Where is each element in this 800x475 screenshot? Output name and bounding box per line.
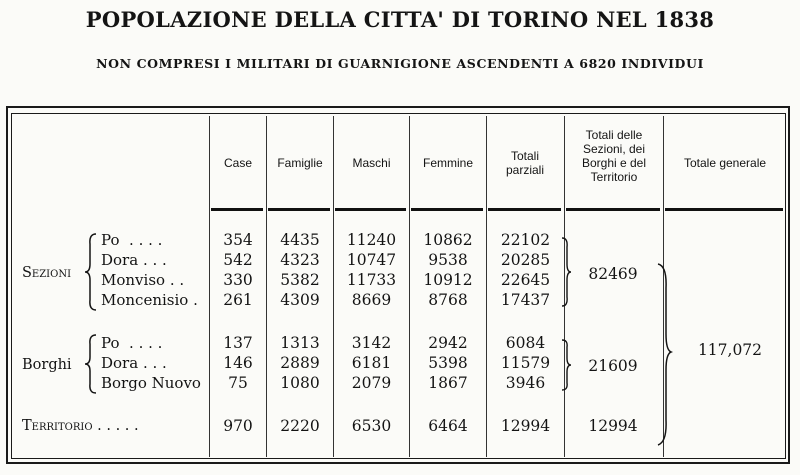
subtotal-territorio: 12994 xyxy=(588,417,638,435)
cell-totale: 3946 xyxy=(505,374,546,392)
row-label: Dora . . . xyxy=(101,354,167,372)
cell-femmine: 9538 xyxy=(428,251,468,269)
cell-maschi: 2079 xyxy=(351,374,392,392)
cell-femmine: 10862 xyxy=(423,231,473,249)
row-label: Moncenisio . xyxy=(101,291,198,309)
header-rule xyxy=(566,208,660,211)
header-rule xyxy=(268,208,330,211)
row-label: Po . . . . xyxy=(101,231,163,249)
header-rule xyxy=(488,208,561,211)
subtotal-sezioni: 82469 xyxy=(588,265,638,283)
cell-famiglie: 4309 xyxy=(280,291,320,309)
header-rule xyxy=(665,208,783,211)
cell-totale: 22645 xyxy=(500,271,551,289)
header-femmine: Femmine xyxy=(422,156,473,170)
cell-totale: 12994 xyxy=(500,417,551,435)
cell-famiglie: 2220 xyxy=(280,417,320,435)
cell-femmine: 2942 xyxy=(428,334,468,352)
header-maschi: Maschi xyxy=(352,156,391,170)
row-label: Borgo Nuovo xyxy=(101,374,201,392)
cell-totale: 6084 xyxy=(505,334,546,352)
cell-famiglie: 1313 xyxy=(280,334,320,352)
right-brace-grand-total xyxy=(656,262,672,447)
cell-famiglie: 4323 xyxy=(280,251,320,269)
cell-maschi: 8669 xyxy=(351,291,392,309)
header-totali-sezioni: Totali delle Sezioni, dei Borghi e del Territorio xyxy=(581,128,647,184)
cell-maschi: 3142 xyxy=(351,334,392,352)
cell-femmine: 10912 xyxy=(423,271,473,289)
header-totali-parziali: Totali parziali xyxy=(505,149,544,177)
cell-totale: 20285 xyxy=(500,251,551,269)
cell-femmine: 1867 xyxy=(428,374,468,392)
cell-totale: 17437 xyxy=(500,291,551,309)
grand-total: 117,072 xyxy=(697,341,763,359)
cell-case: 542 xyxy=(223,251,253,269)
cell-maschi: 6181 xyxy=(351,354,392,372)
cell-case: 354 xyxy=(223,231,253,249)
left-brace-sezioni xyxy=(84,232,98,312)
cell-famiglie: 4435 xyxy=(280,231,320,249)
cell-totale: 22102 xyxy=(500,231,551,249)
cell-maschi: 11240 xyxy=(346,231,397,249)
header-rule xyxy=(211,208,263,211)
table-title: POPOLAZIONE DELLA CITTA' DI TORINO NEL 1838 xyxy=(85,7,715,32)
cell-femmine: 8768 xyxy=(428,291,468,309)
cell-totale: 11579 xyxy=(500,354,551,372)
cell-case: 970 xyxy=(223,417,253,435)
row-label: Monviso . . xyxy=(101,271,185,289)
cell-case: 137 xyxy=(223,334,253,352)
header-totale-generale: Totale generale xyxy=(683,156,767,170)
group-label-sezioni: Sezioni xyxy=(22,265,72,281)
header-famiglie: Famiglie xyxy=(277,156,323,170)
cell-maschi: 11733 xyxy=(346,271,397,289)
group-label-borghi: Borghi xyxy=(22,357,72,373)
group-label-territorio: Territorio . . . . . xyxy=(22,418,139,434)
cell-case: 75 xyxy=(228,374,248,392)
cell-maschi: 10747 xyxy=(346,251,397,269)
cell-case: 146 xyxy=(223,354,253,372)
cell-femmine: 6464 xyxy=(428,417,468,435)
subtotal-borghi: 21609 xyxy=(588,357,638,375)
cell-famiglie: 1080 xyxy=(280,374,320,392)
cell-case: 261 xyxy=(223,291,253,309)
cell-famiglie: 2889 xyxy=(280,354,320,372)
header-rule xyxy=(411,208,483,211)
header-case: Case xyxy=(223,156,252,170)
cell-femmine: 5398 xyxy=(428,354,468,372)
left-brace-borghi xyxy=(84,333,98,395)
cell-case: 330 xyxy=(223,271,253,289)
row-label: Po . . . . xyxy=(101,334,163,352)
header-rule xyxy=(335,208,406,211)
row-label: Dora . . . xyxy=(101,251,167,269)
cell-maschi: 6530 xyxy=(351,417,392,435)
table-subtitle: NON COMPRESI I MILITARI DI GUARNIGIONE ASCENDENTI A 6820 INDIVIDUI xyxy=(96,56,704,71)
cell-famiglie: 5382 xyxy=(280,271,320,289)
